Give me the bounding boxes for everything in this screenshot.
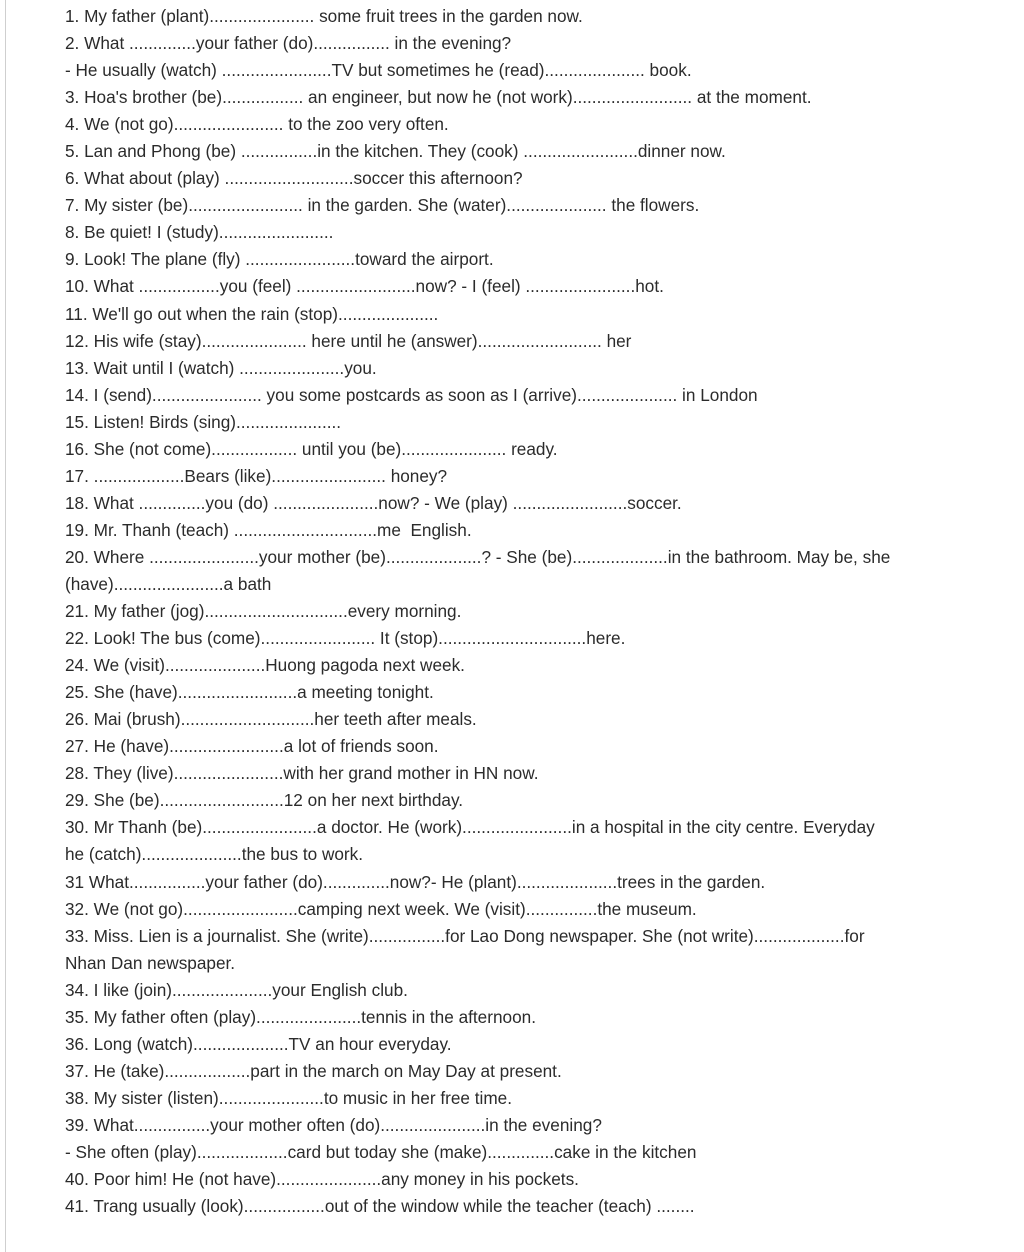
- left-margin-rule: [5, 0, 6, 1252]
- exercise-line: 35. My father often (play)......................tennis in the afternoon.: [65, 1006, 536, 1027]
- exercise-line: 14. I (send)....................... you some postcards as soon as I (arrive)..................... in London: [65, 384, 758, 405]
- exercise-line: 37. He (take)..................part in the march on May Day at present.: [65, 1060, 562, 1081]
- exercise-line: 28. They (live).......................with her grand mother in HN now.: [65, 763, 539, 784]
- exercise-line: he (catch).....................the bus to work.: [65, 844, 364, 865]
- exercise-line: 33. Miss. Lien is a journalist. She (write)................for Lao Dong newspaper. She (not write)...................for: [65, 925, 865, 946]
- worksheet-text: [65, 3, 1024, 1220]
- exercise-line: 1. My father (plant)...................... some fruit trees in the garden now.: [65, 6, 583, 26]
- exercise-line: 17. ...................Bears (like)........................ honey?: [65, 465, 448, 486]
- exercise-line: 7. My sister (be)........................ in the garden. She (water)..................... the flowers.: [65, 195, 700, 216]
- exercise-line: 3. Hoa's brother (be)................. an engineer, but now he (not work)......................... at the moment.: [65, 87, 812, 108]
- exercise-line: 34. I like (join).....................your English club.: [65, 979, 408, 1000]
- exercise-line: 12. His wife (stay)...................... here until he (answer).......................... her: [65, 330, 632, 351]
- exercise-line: - She often (play)...................card but today she (make)..............cake in the kitchen: [65, 1141, 697, 1162]
- exercise-line: 9. Look! The plane (fly) .......................toward the airport.: [65, 249, 494, 270]
- exercise-line: 30. Mr Thanh (be)........................a doctor. He (work).......................in a hospital in the city centre. Everyday: [65, 817, 875, 838]
- exercise-line: 18. What ..............you (do) ......................now? - We (play) ........................soccer.: [65, 492, 682, 513]
- exercise-line: (have).......................a bath: [65, 573, 272, 594]
- exercise-line: 15. Listen! Birds (sing)......................: [65, 411, 342, 432]
- exercise-line: 39. What................your mother often (do)......................in the evening?: [65, 1114, 602, 1135]
- exercise-line: 10. What .................you (feel) .........................now? - I (feel) .......................hot.: [65, 276, 664, 297]
- exercise-line: 26. Mai (brush)............................her teeth after meals.: [65, 709, 477, 730]
- exercise-line: 2. What ..............your father (do)................ in the evening?: [65, 33, 512, 54]
- exercise-line: 22. Look! The bus (come)........................ It (stop)...............................here.: [65, 628, 626, 649]
- exercise-line: 13. Wait until I (watch) ......................you.: [65, 357, 377, 378]
- exercise-line: 4. We (not go)....................... to the zoo very often.: [65, 114, 449, 135]
- exercise-line: - He usually (watch) .......................TV but sometimes he (read)..................... book.: [65, 60, 692, 81]
- exercise-line: Nhan Dan newspaper.: [65, 952, 236, 973]
- exercise-line: 36. Long (watch)....................TV an hour everyday.: [65, 1033, 452, 1054]
- exercise-line: 19. Mr. Thanh (teach) ..............................me English.: [65, 519, 472, 540]
- exercise-line: 20. Where .......................your mother (be)....................? - She (be)....................in the bathroom. May be, she: [65, 546, 891, 567]
- exercise-line: 38. My sister (listen)......................to music in her free time.: [65, 1087, 512, 1108]
- exercise-line: 5. Lan and Phong (be) ................in the kitchen. They (cook) ........................dinner now.: [65, 141, 726, 162]
- exercise-line: 40. Poor him! He (not have)......................any money in his pockets.: [65, 1169, 579, 1190]
- exercise-line: 6. What about (play) ...........................soccer this afternoon?: [65, 168, 523, 189]
- exercise-line: 16. She (not come).................. until you (be)...................... ready.: [65, 438, 558, 459]
- exercise-line: 25. She (have).........................a meeting tonight.: [65, 682, 434, 703]
- exercise-line: 21. My father (jog)..............................every morning.: [65, 601, 462, 622]
- exercise-line: 27. He (have)........................a lot of friends soon.: [65, 736, 439, 757]
- exercise-line: 31 What................your father (do)..............now?- He (plant).....................trees in the garden.: [65, 871, 766, 892]
- exercise-line: 24. We (visit).....................Huong pagoda next week.: [65, 655, 465, 676]
- exercise-line: 32. We (not go)........................camping next week. We (visit)...............the museum.: [65, 898, 697, 919]
- exercise-line: 8. Be quiet! I (study)........................: [65, 222, 334, 243]
- exercise-line: 29. She (be)..........................12 on her next birthday.: [65, 790, 464, 811]
- exercise-line: 11. We'll go out when the rain (stop).....................: [65, 303, 439, 324]
- exercise-line: 41. Trang usually (look).................out of the window while the teacher (teach) ........: [65, 1196, 695, 1217]
